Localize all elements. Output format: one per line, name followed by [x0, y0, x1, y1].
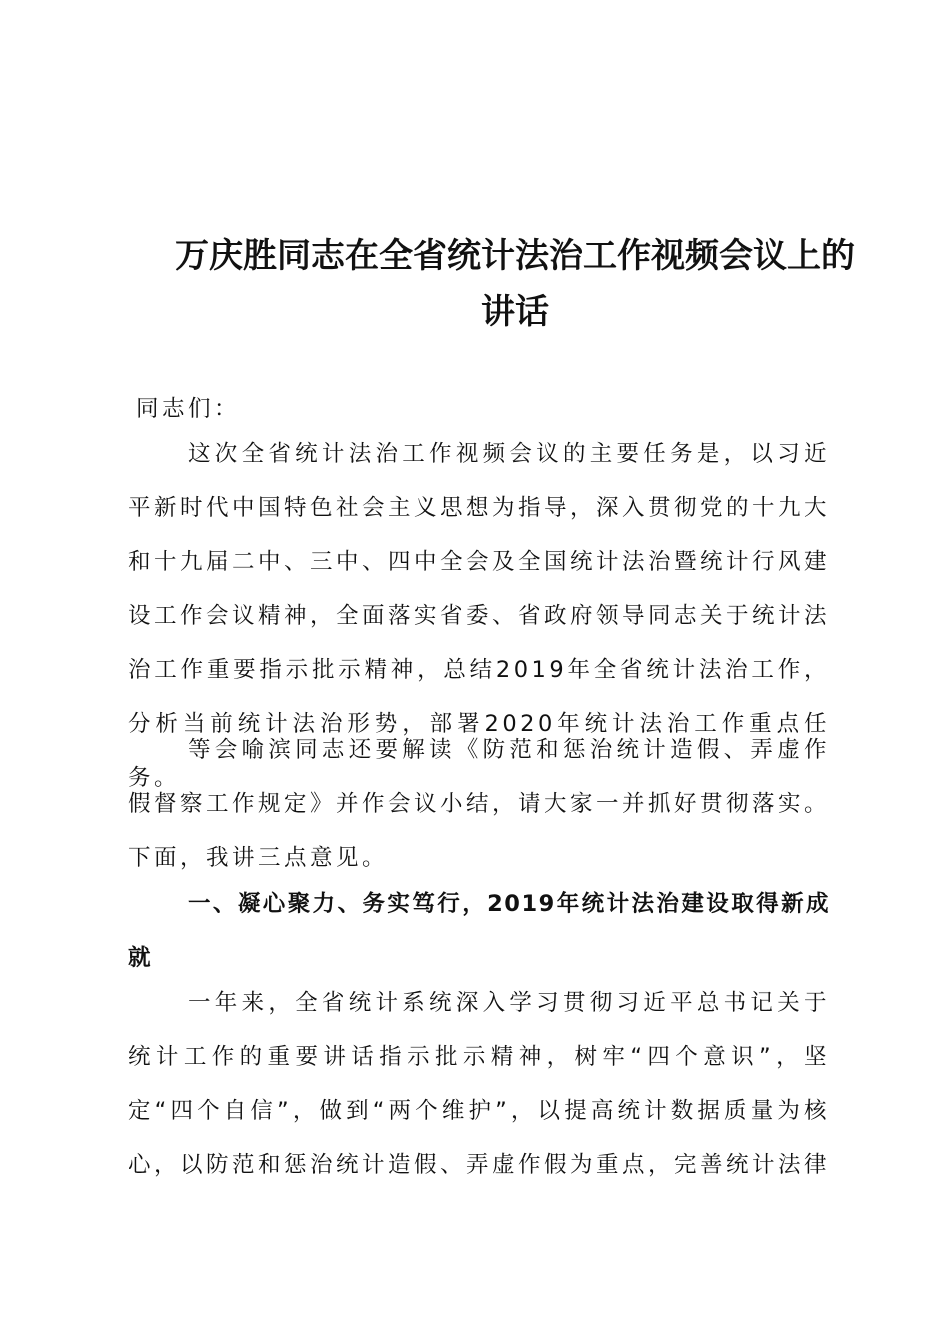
section-heading-1: 一、凝心聚力、务实笃行，2019年统计法治建设取得新成就	[128, 891, 830, 971]
paragraph-intro: 这次全省统计法治工作视频会议的主要任务是，以习近平新时代中国特色社会主义思想为指导，深入贯彻党的十九大和十九届二中、三中、四中全会及全国统计法治暨统计行风建设工作会议精神，全面落实省委、省政府领导同志关于统计法治工作重要指示批示精神，总结2019年全省统计法治工作，分析当前统计法治形势，部署2020年统计法治工作重点任务。	[128, 441, 831, 791]
section-1-paragraph: 一年来，全省统计系统深入学习贯彻习近平总书记关于统计工作的重要讲话指示批示精神，树牢“四个意识”，坚定“四个自信”，做到“两个维护”，以提高统计数据质量为核心，以防范和惩治统计造假、弄虚作假为重点，完善统计法律	[128, 990, 831, 1178]
document-title: 万庆胜同志在全省统计法治工作视频会议上的讲话	[175, 236, 855, 332]
paragraph-outline: 等会喻滨同志还要解读《防范和惩治统计造假、弄虚作假督察工作规定》并作会议小结，请大家一并抓好贯彻落实。下面，我讲三点意见。	[128, 737, 831, 871]
salutation: 同志们：	[136, 396, 241, 422]
